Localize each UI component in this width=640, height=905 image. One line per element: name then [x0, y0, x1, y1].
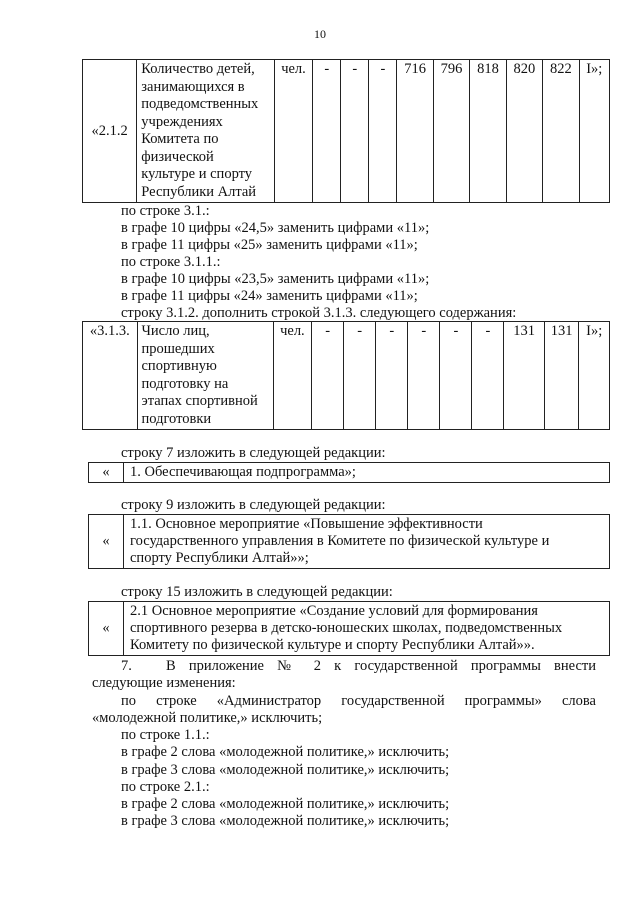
value-cell: I»;: [579, 322, 610, 430]
value-cell: -: [376, 322, 408, 430]
row15-text: [124, 602, 568, 655]
quote-mark: «: [89, 463, 124, 482]
row9-intro: строку 9 изложить в следующей редакции:: [121, 497, 386, 513]
text-line: в графе 10 цифры «23,5» заменить цифрами «11»;: [121, 271, 430, 287]
value-cell: -: [344, 322, 376, 430]
row9-box: [88, 514, 610, 569]
indicator-table-3-1-3: [82, 321, 610, 430]
text-line: по строке 3.1.1.:: [121, 254, 221, 270]
text-line: в графе 11 цифры «24» заменить цифрами «11»;: [121, 288, 418, 304]
name-line: прошедших: [141, 340, 215, 357]
indicator-name: [137, 60, 275, 203]
name-line: спортивную: [141, 358, 217, 374]
value-cell: -: [312, 322, 344, 430]
value-cell: -: [408, 322, 440, 430]
text-line: в графе 3 слова «молодежной политике,» исключить;: [121, 813, 450, 829]
row15-line: спортивного резерва в детско-юношеских школах, подведомственных: [130, 620, 563, 636]
page-number: 10: [314, 27, 326, 41]
row7-intro: строку 7 изложить в следующей редакции:: [121, 445, 386, 461]
name-line: Республики Алтай: [141, 183, 257, 200]
text-line: в графе 10 цифры «24,5» заменить цифрами «11»;: [121, 220, 430, 236]
value-cell: -: [472, 322, 504, 430]
text-line: строку 3.1.2. дополнить строкой 3.1.3. следующего содержания:: [121, 305, 517, 321]
row15-box: [88, 601, 610, 656]
value-cell: 716: [397, 60, 433, 203]
row7-text: 1. Обеспечивающая подпрограмма»;: [130, 464, 356, 480]
value-cell: 796: [433, 60, 469, 203]
name-line: подведомственных: [141, 96, 259, 112]
row9-line: государственного управления в Комитете по физической культуре и: [130, 533, 550, 549]
item7-line4: «молодежной политике,» исключить;: [92, 710, 323, 726]
indicator-name: [137, 322, 273, 430]
item7-number: 7.: [121, 658, 132, 674]
name-line: этапах спортивной: [141, 393, 258, 409]
quote-mark: «: [89, 515, 124, 568]
text-line: в графе 2 слова «молодежной политике,» исключить;: [121, 744, 450, 760]
value-cell: 822: [543, 60, 579, 203]
text-line: по строке 3.1.:: [121, 203, 210, 219]
unit-cell: чел.: [273, 322, 312, 430]
value-cell: I»;: [579, 60, 609, 203]
quote-mark: «: [89, 602, 124, 655]
item7-line3: по строке «Администратор государственной программы» слова: [121, 693, 596, 709]
name-line: Количество детей,: [141, 61, 255, 77]
value-cell: 131: [544, 322, 579, 430]
row15-line: 2.1 Основное мероприятие «Создание условий для формирования: [130, 603, 538, 619]
value-cell: 131: [504, 322, 544, 430]
row-code: «3.1.3.: [83, 322, 138, 430]
value-cell: -: [440, 322, 472, 430]
name-line: подготовки: [141, 410, 212, 427]
name-line: подготовку на: [141, 375, 229, 392]
row15-line: Комитету по физической культуре и спорту Республики Алтай»».: [130, 637, 535, 653]
item7-line1: В приложение № 2 к государственной программы внести: [166, 658, 596, 674]
name-line: культуре и спорту: [141, 166, 253, 182]
row15-intro: строку 15 изложить в следующей редакции:: [121, 584, 393, 600]
unit-cell: чел.: [274, 60, 312, 203]
row9-text: [124, 515, 555, 568]
value-cell: 820: [506, 60, 542, 203]
text-line: по строке 2.1.:: [121, 779, 210, 795]
value-cell: -: [313, 60, 341, 203]
name-line: учреждениях: [141, 113, 223, 130]
value-cell: 818: [470, 60, 506, 203]
name-line: Число лиц,: [141, 323, 210, 339]
indicator-table-2-1-2: [82, 59, 610, 203]
row9-line: 1.1. Основное мероприятие «Повышение эффективности: [130, 516, 483, 532]
name-line: Комитета по: [141, 131, 219, 147]
table-row: [83, 322, 610, 430]
name-line: занимающихся в: [141, 78, 245, 95]
name-line: физической: [141, 148, 214, 165]
text-line: в графе 2 слова «молодежной политике,» исключить;: [121, 796, 450, 812]
text-line: в графе 3 слова «молодежной политике,» исключить;: [121, 762, 450, 778]
text-line: в графе 11 цифры «25» заменить цифрами «11»;: [121, 237, 418, 253]
row9-line: спорту Республики Алтай»»;: [130, 550, 309, 566]
table-row: [83, 60, 610, 203]
value-cell: -: [369, 60, 397, 203]
text-line: по строке 1.1.:: [121, 727, 210, 743]
item7-line2: следующие изменения:: [92, 675, 236, 691]
value-cell: -: [341, 60, 369, 203]
row-code: «2.1.2: [83, 60, 137, 203]
row7-box: [88, 462, 610, 483]
